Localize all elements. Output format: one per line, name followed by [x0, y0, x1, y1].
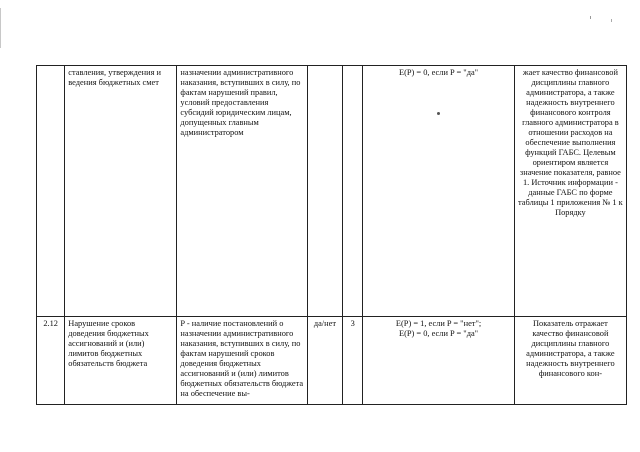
row-number-cell: 2.12 — [37, 317, 65, 405]
evaluation-formula-cell — [363, 317, 515, 405]
unit-cell — [307, 66, 342, 317]
row-number-cell — [37, 66, 65, 317]
comment-cell: жает качество финансовой дисциплины главного администратора, а также надежность внутреннего финансового контроля главного администратора в отношении расходов на обеспечение выполнения функций ГАБС. Целевым ориентиром является значение показателя, равное 1. Источник информации - данные ГАБС по форме таблицы 1 приложения № 1 к Порядку — [514, 66, 626, 317]
scan-speck — [590, 16, 591, 19]
formula-line: E(P) = 1, если P = "нет"; — [395, 319, 482, 328]
indicator-description-cell: назначении административного наказания, вступивших в силу, по фактам нарушений правил, условий предоставления субсидий юридическим лицам, допущенных главным администратором — [177, 66, 307, 317]
indicator-name-cell: ставления, утверждения и ведения бюджетных смет — [65, 66, 177, 317]
scan-edge-mark — [0, 8, 1, 48]
weight-cell — [343, 66, 363, 317]
indicator-description-cell: P - наличие постановлений о назначении административного наказания, вступивших в силу, по фактам нарушений сроков доведения бюджетных ассигнований и (или) лимитов бюджетных обязательств бюджета на обеспечение вы- — [177, 317, 307, 405]
indicators-table — [36, 65, 627, 405]
table-row — [37, 66, 627, 317]
formula-line: E(P) = 0, если P = "да" — [398, 68, 479, 77]
weight-cell: 3 — [343, 317, 363, 405]
indicator-name-cell: Нарушение сроков доведения бюджетных ассигнований и (или) лимитов бюджетных обязательств бюджета — [65, 317, 177, 405]
table-row — [37, 317, 627, 405]
unit-cell: да/нет — [307, 317, 342, 405]
comment-cell: Показатель отражает качество финансовой дисциплины главного администратора, а также надежность внутреннего финансового кон- — [514, 317, 626, 405]
evaluation-formula-cell — [363, 66, 515, 317]
stray-mark — [437, 112, 440, 115]
scan-speck — [611, 19, 612, 22]
formula-line: E(P) = 0, если P = "да" — [398, 329, 479, 338]
